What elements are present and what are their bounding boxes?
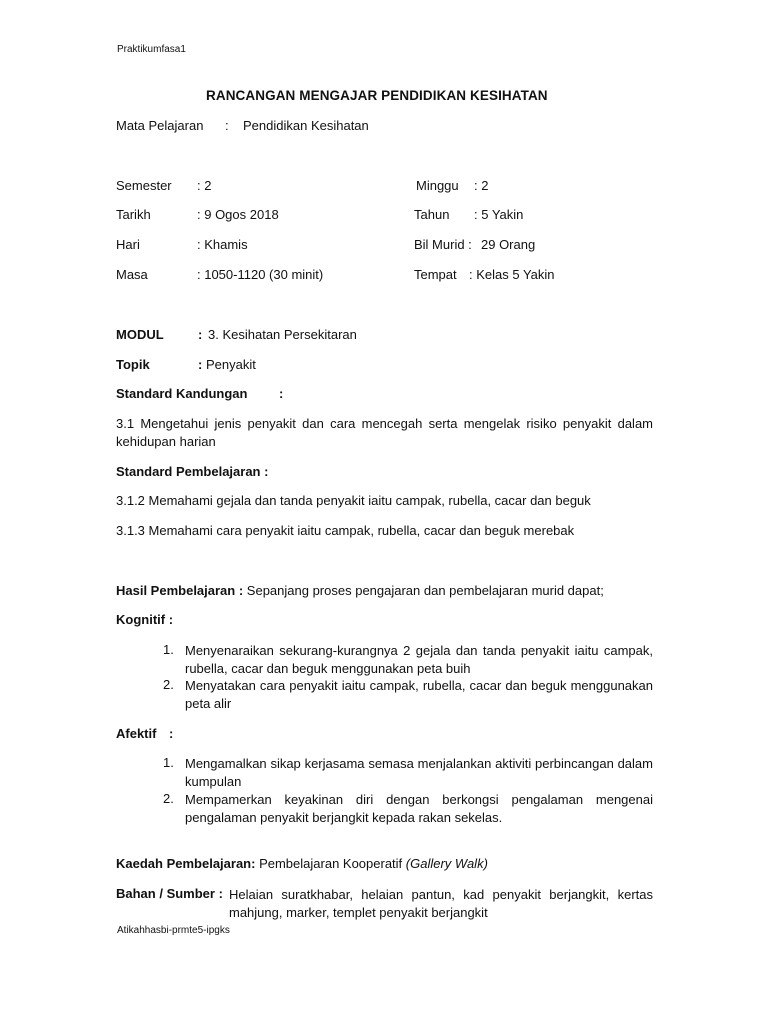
- tarikh-label: Tarikh: [116, 207, 151, 222]
- standard-kandungan-text: 3.1 Mengetahui jenis penyakit dan cara mencegah serta mengelak risiko penyakit dalam kehidupan harian: [116, 416, 653, 449]
- minggu-label: Minggu: [416, 178, 459, 193]
- bahan-text: Helaian suratkhabar, helaian pantun, kad penyakit berjangkit, kertas mahjung, marker, templet penyakit berjangkit: [229, 887, 653, 920]
- standard-pembelajaran-item: 3.1.2 Memahami gejala dan tanda penyakit iaitu campak, rubella, cacar dan beguk: [116, 493, 591, 508]
- afektif-separator: :: [169, 726, 174, 741]
- topik-separator: :: [198, 357, 203, 372]
- standard-pembelajaran-label: Standard Pembelajaran :: [116, 464, 269, 479]
- footer-note: Atikahhasbi-prmte5-ipgks: [117, 925, 230, 936]
- kaedah-italic: (Gallery Walk): [405, 856, 488, 871]
- semester-value: : 2: [197, 178, 212, 193]
- kognitif-item-number: 2.: [163, 677, 174, 692]
- minggu-value: : 2: [474, 178, 489, 193]
- tempat-value: : Kelas 5 Yakin: [469, 267, 555, 282]
- afektif-item-number: 1.: [163, 755, 174, 770]
- kognitif-item-text: Menyatakan cara penyakit iaitu campak, rubella, cacar dan beguk menggunakan peta alir: [185, 678, 653, 711]
- kognitif-item-text: Menyenaraikan sekurang-kurangnya 2 gejala dan tanda penyakit iaitu campak, rubella, cacar dan beguk menggunakan peta buih: [185, 643, 653, 676]
- bahan-label: Bahan / Sumber :: [116, 886, 223, 901]
- hasil-text: Sepanjang proses pengajaran dan pembelajaran murid dapat;: [246, 583, 604, 598]
- tarikh-value: : 9 Ogos 2018: [197, 207, 279, 222]
- modul-value: 3. Kesihatan Persekitaran: [208, 327, 357, 342]
- kaedah-pembelajaran: [116, 856, 488, 871]
- hasil-pembelajaran: [116, 583, 604, 598]
- subject-label: Mata Pelajaran: [116, 118, 204, 133]
- standard-pembelajaran-item: 3.1.3 Memahami cara penyakit iaitu campak, rubella, cacar dan beguk merebak: [116, 523, 575, 538]
- bil-murid-value: 29 Orang: [481, 237, 536, 252]
- tempat-label: Tempat: [414, 267, 457, 282]
- masa-value: : 1050-1120 (30 minit): [197, 267, 324, 282]
- tahun-label: Tahun: [414, 207, 450, 222]
- hasil-label: Hasil Pembelajaran :: [116, 583, 244, 598]
- afektif-item-text: Mengamalkan sikap kerjasama semasa menjalankan aktiviti perbincangan dalam kumpulan: [185, 756, 653, 789]
- standard-kandungan-separator: :: [279, 386, 284, 401]
- afektif-item-number: 2.: [163, 791, 174, 806]
- hari-label: Hari: [116, 237, 140, 252]
- tahun-value: : 5 Yakin: [474, 207, 524, 222]
- modul-label: MODUL: [116, 327, 164, 342]
- modul-separator: :: [198, 327, 203, 342]
- topik-label: Topik: [116, 357, 150, 372]
- subject-separator: :: [225, 118, 229, 133]
- kognitif-label: Kognitif :: [116, 612, 174, 627]
- bil-murid-label: Bil Murid :: [414, 237, 472, 252]
- semester-label: Semester: [116, 178, 172, 193]
- kognitif-item-number: 1.: [163, 642, 174, 657]
- subject-value: Pendidikan Kesihatan: [243, 118, 369, 133]
- afektif-item-text: Mempamerkan keyakinan diri dengan berkongsi pengalaman mengenai pengalaman penyakit berjangkit kepada rakan sekelas.: [185, 792, 653, 825]
- page-title: RANCANGAN MENGAJAR PENDIDIKAN KESIHATAN: [206, 88, 548, 103]
- kaedah-text: Pembelajaran Kooperatif: [259, 856, 403, 871]
- afektif-label: Afektif: [116, 726, 157, 741]
- standard-kandungan-label: Standard Kandungan: [116, 386, 248, 401]
- masa-label: Masa: [116, 267, 148, 282]
- hari-value: : Khamis: [197, 237, 248, 252]
- kaedah-label: Kaedah Pembelajaran:: [116, 856, 256, 871]
- header-note: Praktikumfasa1: [117, 44, 186, 55]
- topik-value: Penyakit: [206, 357, 256, 372]
